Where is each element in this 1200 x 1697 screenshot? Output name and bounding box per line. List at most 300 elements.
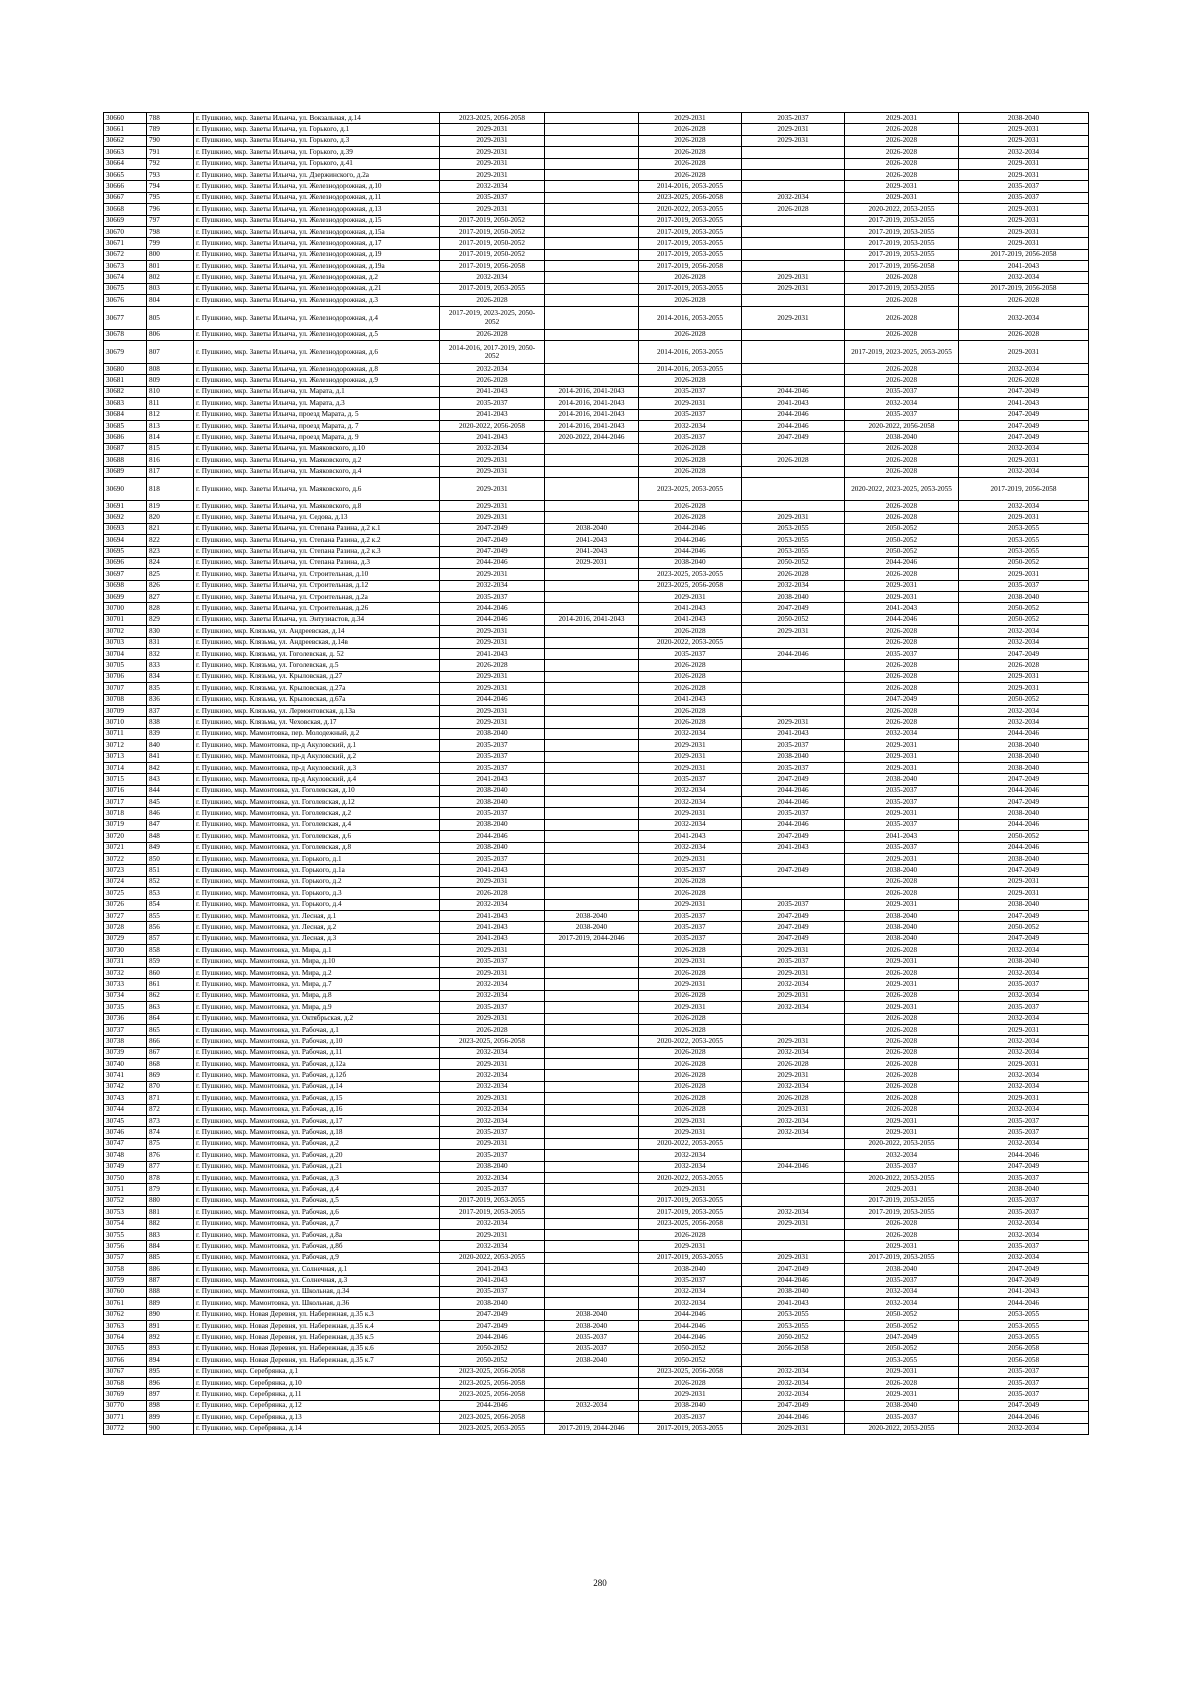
period-cell-1: 2029-2031 [440,945,545,956]
period-cell-6: 2029-2031 [959,876,1089,887]
period-cell-5: 2026-2028 [845,1218,959,1229]
period-cell-1: 2032-2034 [440,1172,545,1183]
record-id-cell: 30709 [104,705,147,716]
row-number-cell: 804 [147,295,194,306]
record-id-cell: 30707 [104,683,147,694]
period-cell-2 [545,1172,639,1183]
table-row [104,1286,1089,1297]
table-row [104,306,1089,329]
table-row [104,774,1089,785]
period-cell-1: 2029-2031 [440,204,545,215]
record-id-cell: 30751 [104,1184,147,1195]
period-cell-2 [545,306,639,329]
period-cell-5: 2026-2028 [845,1081,959,1092]
address-cell: г. Пушкино, мкр. Заветы Ильича, ул. Маяковского, д.6 [194,477,440,500]
record-id-cell: 30765 [104,1343,147,1354]
record-id-cell: 30690 [104,477,147,500]
address-cell: г. Пушкино, мкр. Заветы Ильича, ул. Железнодорожная, д.2 [194,272,440,283]
period-cell-2 [545,694,639,705]
period-cell-4 [742,443,845,454]
period-cell-6: 2050-2052 [959,831,1089,842]
row-number-cell: 864 [147,1013,194,1024]
period-cell-3: 2035-2037 [639,409,742,420]
address-cell: г. Пушкино, мкр. Новая Деревня, ул. Набережная, д.35 к.5 [194,1332,440,1343]
period-cell-6: 2029-2031 [959,124,1089,135]
row-number-cell: 800 [147,249,194,260]
period-cell-6: 2032-2034 [959,1081,1089,1092]
period-cell-3: 2026-2028 [639,1047,742,1058]
period-cell-5: 2035-2037 [845,797,959,808]
row-number-cell: 878 [147,1172,194,1183]
period-cell-5: 2026-2028 [845,888,959,899]
address-cell: г. Пушкино, мкр. Мамонтовка, ул. Гоголевская, д.10 [194,785,440,796]
address-cell: г. Пушкино, мкр. Мамонтовка, ул. Рабочая, д.10 [194,1036,440,1047]
address-cell: г. Пушкино, мкр. Мамонтовка, ул. Солнечная, д.3 [194,1275,440,1286]
period-cell-6: 2047-2049 [959,933,1089,944]
record-id-cell: 30726 [104,899,147,910]
record-id-cell: 30665 [104,169,147,180]
period-cell-4: 2029-2031 [742,945,845,956]
period-cell-1: 2029-2031 [440,1013,545,1024]
period-cell-2 [545,124,639,135]
period-cell-5: 2026-2028 [845,1024,959,1035]
record-id-cell: 30689 [104,466,147,477]
period-cell-1: 2017-2019, 2023-2025, 2050-2052 [440,306,545,329]
address-cell: г. Пушкино, мкр. Мамонтовка, ул. Гоголевская, д.2 [194,808,440,819]
address-cell: г. Пушкино, мкр. Заветы Ильича, ул. Дзержинского, д.2а [194,169,440,180]
period-cell-3: 2026-2028 [639,135,742,146]
period-cell-2 [545,1389,639,1400]
table-row [104,580,1089,591]
period-cell-2 [545,967,639,978]
period-cell-5: 2026-2028 [845,169,959,180]
address-cell: г. Пушкино, мкр. Заветы Ильича, ул. Железнодорожная, д.19а [194,261,440,272]
row-number-cell: 794 [147,181,194,192]
period-cell-2 [545,1116,639,1127]
period-cell-4: 2047-2049 [742,1400,845,1411]
record-id-cell: 30668 [104,204,147,215]
period-cell-3: 2029-2031 [639,979,742,990]
row-number-cell: 867 [147,1047,194,1058]
period-cell-1: 2023-2025, 2056-2058 [440,1412,545,1423]
period-cell-2: 2038-2040 [545,1321,639,1332]
row-number-cell: 826 [147,580,194,591]
period-cell-5: 2026-2028 [845,466,959,477]
record-id-cell: 30701 [104,614,147,625]
period-cell-3: 2026-2028 [639,626,742,637]
period-cell-5: 2035-2037 [845,649,959,660]
period-cell-3: 2017-2019, 2056-2058 [639,261,742,272]
period-cell-4 [742,1150,845,1161]
row-number-cell: 883 [147,1229,194,1240]
period-cell-3: 2038-2040 [639,1400,742,1411]
period-cell-1: 2029-2031 [440,967,545,978]
row-number-cell: 886 [147,1264,194,1275]
record-id-cell: 30734 [104,990,147,1001]
period-cell-2: 2014-2016, 2041-2043 [545,614,639,625]
period-cell-6: 2029-2031 [959,341,1089,364]
address-cell: г. Пушкино, мкр. Серебрянка, д.11 [194,1389,440,1400]
period-cell-4 [742,1241,845,1252]
record-id-cell: 30761 [104,1298,147,1309]
row-number-cell: 834 [147,671,194,682]
record-id-cell: 30695 [104,546,147,557]
table-row [104,1343,1089,1354]
period-cell-6: 2056-2058 [959,1343,1089,1354]
period-cell-4 [742,637,845,648]
period-cell-6: 2041-2043 [959,398,1089,409]
period-cell-5: 2029-2031 [845,740,959,751]
period-cell-6: 2032-2034 [959,500,1089,511]
period-cell-1: 2029-2031 [440,169,545,180]
period-cell-2 [545,1264,639,1275]
period-cell-3: 2026-2028 [639,272,742,283]
period-cell-6: 2032-2034 [959,705,1089,716]
table-row [104,1161,1089,1172]
period-cell-4 [742,215,845,226]
period-cell-3: 2026-2028 [639,443,742,454]
period-cell-6: 2032-2034 [959,1229,1089,1240]
period-cell-4 [742,500,845,511]
period-cell-5: 2026-2028 [845,626,959,637]
period-cell-3: 2026-2028 [639,683,742,694]
period-cell-6: 2017-2019, 2056-2058 [959,249,1089,260]
period-cell-5: 2035-2037 [845,1275,959,1286]
period-cell-1: 2044-2046 [440,614,545,625]
period-cell-1: 2047-2049 [440,1309,545,1320]
period-cell-3: 2017-2019, 2053-2055 [639,1252,742,1263]
period-cell-1: 2041-2043 [440,933,545,944]
record-id-cell: 30664 [104,158,147,169]
period-cell-5: 2020-2022, 2023-2025, 2053-2055 [845,477,959,500]
period-cell-4: 2035-2037 [742,762,845,773]
period-cell-3: 2023-2025, 2053-2055 [639,569,742,580]
period-cell-4: 2047-2049 [742,774,845,785]
period-cell-1: 2041-2043 [440,774,545,785]
record-id-cell: 30710 [104,717,147,728]
period-cell-2 [545,762,639,773]
period-cell-6: 2053-2055 [959,523,1089,534]
record-id-cell: 30716 [104,785,147,796]
period-cell-5: 2029-2031 [845,808,959,819]
period-cell-5: 2017-2019, 2053-2055 [845,249,959,260]
address-cell: г. Пушкино, мкр. Мамонтовка, ул. Рабочая, д.7 [194,1218,440,1229]
period-cell-4 [742,375,845,386]
period-cell-1: 2029-2031 [440,512,545,523]
address-cell: г. Пушкино, мкр. Новая Деревня, ул. Набережная, д.35 к.4 [194,1321,440,1332]
period-cell-6: 2026-2028 [959,375,1089,386]
period-cell-6: 2029-2031 [959,455,1089,466]
address-cell: г. Пушкино, мкр. Мамонтовка, ул. Рабочая, д.9 [194,1252,440,1263]
record-id-cell: 30769 [104,1389,147,1400]
table-row [104,1104,1089,1115]
period-cell-1: 2017-2019, 2053-2055 [440,283,545,294]
period-cell-5: 2029-2031 [845,1389,959,1400]
period-cell-3: 2041-2043 [639,831,742,842]
address-cell: г. Пушкино, мкр. Заветы Ильича, ул. Маяковского, д.10 [194,443,440,454]
period-cell-1: 2038-2040 [440,1298,545,1309]
period-cell-4: 2047-2049 [742,831,845,842]
period-cell-1: 2026-2028 [440,1024,545,1035]
record-id-cell: 30737 [104,1024,147,1035]
period-cell-6: 2038-2040 [959,1184,1089,1195]
period-cell-3: 2029-2031 [639,899,742,910]
row-number-cell: 803 [147,283,194,294]
address-cell: г. Пушкино, мкр. Мамонтовка, ул. Рабочая, д.8б [194,1241,440,1252]
address-cell: г. Пушкино, мкр. Серебрянка, д.1 [194,1366,440,1377]
period-cell-3: 2026-2028 [639,169,742,180]
record-id-cell: 30691 [104,500,147,511]
record-id-cell: 30723 [104,865,147,876]
period-cell-1: 2032-2034 [440,1241,545,1252]
record-id-cell: 30753 [104,1207,147,1218]
period-cell-2 [545,1195,639,1206]
period-cell-6: 2041-2043 [959,1286,1089,1297]
period-cell-6: 2029-2031 [959,569,1089,580]
period-cell-5: 2038-2040 [845,865,959,876]
period-cell-3: 2044-2046 [639,535,742,546]
row-number-cell: 837 [147,705,194,716]
period-cell-6: 2032-2034 [959,1070,1089,1081]
period-cell-6: 2032-2034 [959,1218,1089,1229]
period-cell-4: 2032-2034 [742,1207,845,1218]
period-cell-4: 2026-2028 [742,204,845,215]
row-number-cell: 880 [147,1195,194,1206]
row-number-cell: 885 [147,1252,194,1263]
period-cell-3: 2032-2034 [639,1150,742,1161]
row-number-cell: 788 [147,113,194,124]
address-cell: г. Пушкино, мкр. Клязьма, ул. Крыловская, д.27а [194,683,440,694]
period-cell-5: 2026-2028 [845,512,959,523]
period-cell-2 [545,1229,639,1240]
period-cell-3: 2026-2028 [639,295,742,306]
record-id-cell: 30729 [104,933,147,944]
record-id-cell: 30694 [104,535,147,546]
period-cell-1: 2044-2046 [440,1400,545,1411]
period-cell-4: 2038-2040 [742,751,845,762]
record-id-cell: 30706 [104,671,147,682]
address-cell: г. Пушкино, мкр. Заветы Ильича, ул. Железнодорожная, д.15 [194,215,440,226]
period-cell-3: 2017-2019, 2053-2055 [639,215,742,226]
period-cell-6: 2038-2040 [959,751,1089,762]
address-cell: г. Пушкино, мкр. Заветы Ильича, ул. Маяковского, д.2 [194,455,440,466]
period-cell-6: 2035-2037 [959,1116,1089,1127]
row-number-cell: 790 [147,135,194,146]
row-number-cell: 877 [147,1161,194,1172]
period-cell-2: 2029-2031 [545,557,639,568]
period-cell-5: 2026-2028 [845,1229,959,1240]
period-cell-5: 2020-2022, 2056-2058 [845,420,959,431]
row-number-cell: 833 [147,660,194,671]
period-cell-3: 2032-2034 [639,1161,742,1172]
table-row [104,283,1089,294]
table-row [104,557,1089,568]
period-cell-6: 2035-2037 [959,1002,1089,1013]
address-cell: г. Пушкино, мкр. Заветы Ильича, ул. Железнодорожная, д.19 [194,249,440,260]
period-cell-6: 2035-2037 [959,1378,1089,1389]
period-cell-1: 2032-2034 [440,1116,545,1127]
period-cell-1: 2023-2025, 2056-2058 [440,1366,545,1377]
row-number-cell: 887 [147,1275,194,1286]
period-cell-4: 2029-2031 [742,1218,845,1229]
period-cell-4: 2044-2046 [742,797,845,808]
row-number-cell: 835 [147,683,194,694]
period-cell-3: 2035-2037 [639,1412,742,1423]
period-cell-2 [545,1047,639,1058]
record-id-cell: 30692 [104,512,147,523]
period-cell-2 [545,1059,639,1070]
period-cell-2 [545,1036,639,1047]
period-cell-1: 2032-2034 [440,1081,545,1092]
period-cell-6: 2032-2034 [959,272,1089,283]
period-cell-3: 2026-2028 [639,329,742,340]
record-id-cell: 30714 [104,762,147,773]
table-row [104,1241,1089,1252]
table-row [104,135,1089,146]
period-cell-6: 2050-2052 [959,614,1089,625]
period-cell-1: 2023-2025, 2053-2055 [440,1423,545,1434]
period-cell-4: 2032-2034 [742,979,845,990]
address-cell: г. Пушкино, мкр. Заветы Ильича, ул. Маяковского, д.8 [194,500,440,511]
period-cell-3: 2017-2019, 2053-2055 [639,238,742,249]
table-row [104,409,1089,420]
period-cell-6: 2032-2034 [959,1047,1089,1058]
period-cell-3: 2026-2028 [639,1070,742,1081]
record-id-cell: 30703 [104,637,147,648]
period-cell-5: 2026-2028 [845,364,959,375]
period-cell-5: 2026-2028 [845,1093,959,1104]
row-number-cell: 870 [147,1081,194,1092]
period-cell-1: 2032-2034 [440,181,545,192]
period-cell-6: 2032-2034 [959,626,1089,637]
period-cell-2 [545,1138,639,1149]
row-number-cell: 890 [147,1309,194,1320]
row-number-cell: 875 [147,1138,194,1149]
address-cell: г. Пушкино, мкр. Серебрянка, д.12 [194,1400,440,1411]
period-cell-4: 2032-2034 [742,1116,845,1127]
row-number-cell: 807 [147,341,194,364]
period-cell-3: 2029-2031 [639,808,742,819]
period-cell-4 [742,261,845,272]
period-cell-1: 2035-2037 [440,1150,545,1161]
row-number-cell: 863 [147,1002,194,1013]
address-cell: г. Пушкино, мкр. Мамонтовка, ул. Рабочая, д.5 [194,1195,440,1206]
period-cell-6: 2029-2031 [959,888,1089,899]
period-cell-3: 2017-2019, 2053-2055 [639,226,742,237]
period-cell-4: 2044-2046 [742,819,845,830]
table-row [104,1093,1089,1104]
period-cell-2: 2041-2043 [545,546,639,557]
period-cell-6: 2056-2058 [959,1355,1089,1366]
period-cell-2 [545,808,639,819]
period-cell-6: 2035-2037 [959,1207,1089,1218]
period-cell-5: 2026-2028 [845,717,959,728]
address-cell: г. Пушкино, мкр. Мамонтовка, ул. Лесная, д.1 [194,911,440,922]
address-cell: г. Пушкино, мкр. Заветы Ильича, проезд Марата, д. 7 [194,420,440,431]
address-cell: г. Пушкино, мкр. Мамонтовка, ул. Горького, д.1а [194,865,440,876]
row-number-cell: 844 [147,785,194,796]
address-cell: г. Пушкино, мкр. Мамонтовка, пр-д Акуловский, д.2 [194,751,440,762]
period-cell-2 [545,797,639,808]
period-cell-3: 2026-2028 [639,1378,742,1389]
table-row [104,215,1089,226]
period-cell-3: 2032-2034 [639,420,742,431]
table-row [104,272,1089,283]
record-id-cell: 30732 [104,967,147,978]
record-id-cell: 30733 [104,979,147,990]
period-cell-4: 2047-2049 [742,603,845,614]
period-cell-6: 2026-2028 [959,329,1089,340]
period-cell-6: 2029-2031 [959,1059,1089,1070]
table-row [104,717,1089,728]
table-row [104,671,1089,682]
period-cell-1: 2029-2031 [440,626,545,637]
period-cell-6: 2032-2034 [959,1423,1089,1434]
row-number-cell: 871 [147,1093,194,1104]
period-cell-5: 2029-2031 [845,580,959,591]
period-cell-2 [545,876,639,887]
address-cell: г. Пушкино, мкр. Заветы Ильича, ул. Седова, д.13 [194,512,440,523]
address-cell: г. Пушкино, мкр. Мамонтовка, ул. Лесная, д.3 [194,933,440,944]
period-cell-6: 2053-2055 [959,1321,1089,1332]
period-cell-6: 2044-2046 [959,728,1089,739]
row-number-cell: 801 [147,261,194,272]
period-cell-3: 2014-2016, 2053-2055 [639,341,742,364]
address-cell: г. Пушкино, мкр. Заветы Ильича, ул. Энтузиастов, д.34 [194,614,440,625]
period-cell-6: 2044-2046 [959,1298,1089,1309]
row-number-cell: 866 [147,1036,194,1047]
period-cell-4 [742,876,845,887]
period-cell-2: 2041-2043 [545,535,639,546]
address-cell: г. Пушкино, мкр. Заветы Ильича, ул. Железнодорожная, д.4 [194,306,440,329]
period-cell-4 [742,1138,845,1149]
period-cell-5: 2035-2037 [845,785,959,796]
table-row [104,158,1089,169]
record-id-cell: 30731 [104,956,147,967]
period-cell-6: 2044-2046 [959,1150,1089,1161]
period-cell-5: 2032-2034 [845,1286,959,1297]
table-row [104,603,1089,614]
table-row [104,523,1089,534]
address-cell: г. Пушкино, мкр. Заветы Ильича, ул. Строительная, д.2а [194,592,440,603]
period-cell-1: 2035-2037 [440,740,545,751]
table-row [104,1264,1089,1275]
table-row [104,854,1089,865]
address-cell: г. Пушкино, мкр. Заветы Ильича, ул. Степана Разина, д.2 к.2 [194,535,440,546]
table-row [104,375,1089,386]
period-cell-2 [545,238,639,249]
period-cell-2 [545,1184,639,1195]
period-cell-4: 2032-2034 [742,580,845,591]
period-cell-3: 2017-2019, 2053-2055 [639,1207,742,1218]
period-cell-5: 2017-2019, 2023-2025, 2053-2055 [845,341,959,364]
table-row [104,797,1089,808]
row-number-cell: 809 [147,375,194,386]
period-cell-1: 2047-2049 [440,546,545,557]
address-cell: г. Пушкино, мкр. Заветы Ильича, проезд Марата, д. 9 [194,432,440,443]
period-cell-1: 2023-2025, 2056-2058 [440,113,545,124]
period-cell-6: 2047-2049 [959,386,1089,397]
period-cell-2: 2032-2034 [545,1400,639,1411]
address-cell: г. Пушкино, мкр. Мамонтовка, ул. Рабочая, д.8а [194,1229,440,1240]
address-cell: г. Пушкино, мкр. Мамонтовка, ул. Мира, д.1 [194,945,440,956]
record-id-cell: 30738 [104,1036,147,1047]
period-cell-1: 2029-2031 [440,1093,545,1104]
period-cell-6: 2035-2037 [959,1389,1089,1400]
period-cell-5: 2041-2043 [845,831,959,842]
period-cell-4: 2044-2046 [742,785,845,796]
period-cell-1: 2026-2028 [440,295,545,306]
